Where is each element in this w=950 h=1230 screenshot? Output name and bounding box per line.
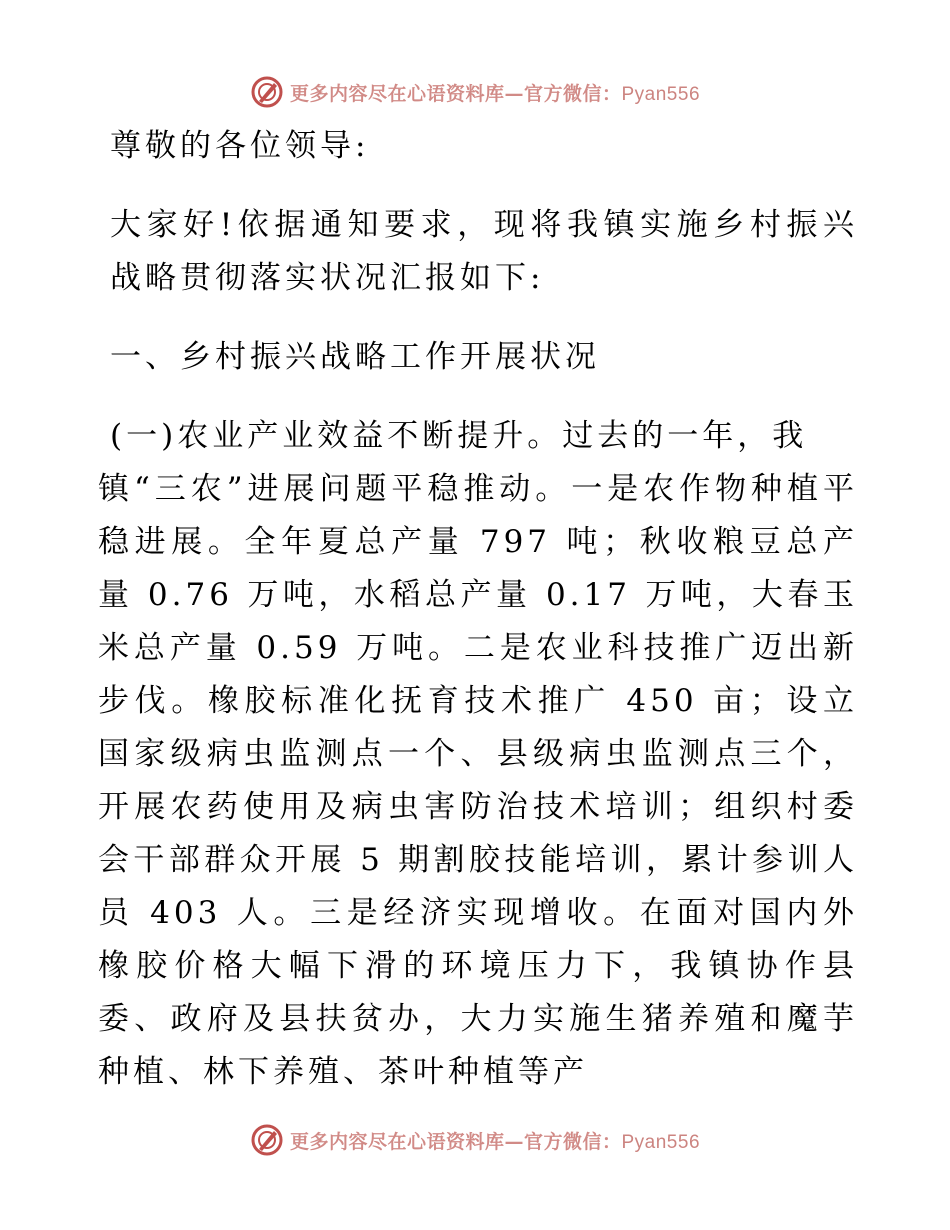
section-heading: 一、乡村振兴战略工作开展状况 xyxy=(110,339,600,375)
salutation: 尊敬的各位领导: xyxy=(110,128,370,164)
watermark-text xyxy=(290,79,700,106)
watermark-channel: 官方微信： xyxy=(523,1130,622,1153)
subsection-heading xyxy=(98,410,858,463)
subsection-text: 农业产业效益不断提升。过去的一年，我 xyxy=(177,418,808,454)
watermark-dash: — xyxy=(504,82,524,105)
watermark-account: Pyan556 xyxy=(621,83,701,105)
document-body xyxy=(98,120,858,1099)
header-watermark xyxy=(0,70,950,114)
footer-watermark xyxy=(0,1118,950,1162)
seal-logo-icon xyxy=(250,1123,284,1157)
watermark-site: 更多内容尽在心语资料库 xyxy=(289,1130,505,1153)
watermark-text xyxy=(290,1127,700,1154)
body-paragraph: 镇“三农”进展问题平稳推动。一是农作物种植平稳进展。全年夏总产量 797 吨；秋收粮豆总产量 0.76 万吨，水稻总产量 0.17 万吨，大春玉米总产量 0.59 万吨。二是农业科技推广迈出新步伐。橡胶标准化抚育技术推广 450 亩；设立国家级病虫监测点一个、县级病虫监测点三个，开展农药使用及病虫害防治技术培训；组织村委会干部群众开展 5 期割胶技能培训，累计参训人员 403 人。三是经济实现增收。在面对国内外橡胶价格大幅下滑的环境压力下，我镇协作县委、政府及县扶贫办，大力实施生猪养殖和魔芋种植、林下养殖、茶叶种植等产 xyxy=(98,471,858,1090)
watermark-dash: — xyxy=(504,1130,524,1153)
subsection-label: (一) xyxy=(110,418,178,454)
seal-logo-icon xyxy=(250,75,284,109)
intro-paragraph: 大家好!依据通知要求，现将我镇实施乡村振兴战略贯彻落实状况汇报如下: xyxy=(110,207,858,296)
watermark-site: 更多内容尽在心语资料库 xyxy=(289,82,505,105)
watermark-account: Pyan556 xyxy=(621,1131,701,1153)
watermark-channel: 官方微信： xyxy=(523,82,622,105)
